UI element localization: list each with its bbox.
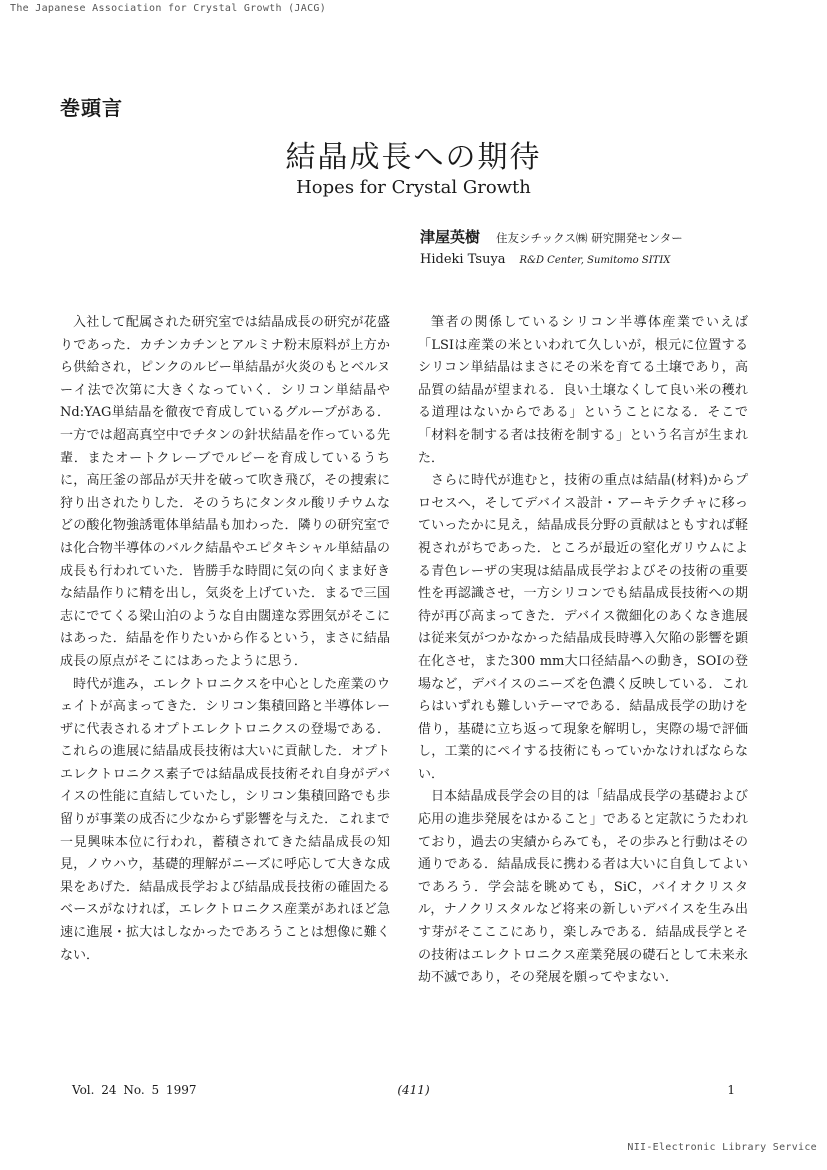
body-column-left (60, 312, 390, 967)
journal-page-number: (411) (397, 1083, 430, 1097)
paragraph: 筆者の関係しているシリコン半導体産業でいえば「LSIは産業の米といわれて久しいが，根元に位置するシリコン単結晶はまさにその米を育てる土壌であり，高品質の結晶が望まれる．良い土壌なくして良い米の穫れる道理はないからである」ということになる．そこで「材料を制する者は技術を制する」という名言が生まれた． (418, 315, 748, 466)
author-name-japanese: 津屋英樹 (420, 228, 481, 246)
service-banner: NII-Electronic Library Service (627, 1142, 817, 1153)
paragraph: さらに時代が進むと，技術の重点は結晶(材料)からプロセスへ，そしてデバイス設計・アーキテクチャに移っていったかに見え，結晶成長分野の貢献はともすれば軽視されがちであった．ところが最近の窒化ガリウムによる青色レーザの実現は結晶成長学およびその技術の重要性を再認識させ，一方シリコンでも結晶成長技術への期待が再び高まってきた．デバイス微細化のあくなき進展は従来気がつかなかった結晶成長時導入欠陥の影響を顕在化させ，また300 mm大口径結晶への動き，SOIの登場など，デバイスのニーズを色濃く反映している．これらはいずれも難しいテーマである．結晶成長学の助けを借り，基礎に立ち返って現象を解明し，実際の場で評価し，工業的にペイする技術にもっていかなければならない． (418, 473, 748, 782)
author-affiliation-japanese: 住友シチックス㈱ 研究開発センター (496, 231, 683, 245)
body-column-right (418, 312, 748, 990)
author-affiliation-english: R&D Center, Sumitomo SITIX (519, 255, 671, 266)
author-line-japanese (420, 226, 683, 247)
source-banner: The Japanese Association for Crystal Growth (JACG) (10, 3, 327, 14)
author-name-english: Hideki Tsuya (420, 252, 506, 267)
page-number: 1 (727, 1083, 735, 1097)
title-english: Hopes for Crystal Growth (296, 177, 531, 198)
paragraph: 入社して配属された研究室では結晶成長の研究が花盛りであった．カチンカチンとアルミナ粉末原料が上方から供給され，ピンクのルビー単結晶が火炎のもとベルヌーイ法で次第に大きくなっていく．シリコン単結晶やNd:YAG単結晶を徹夜で育成しているグループがある．一方では超高真空中でチタンの針状結晶を作っている先輩．またオートクレーブでルビーを育成しているうちに，高圧釜の部品が天井を破って吹き飛び，その捜索に狩り出されたりした．そのうちにタンタル酸リチウムなどの酸化物強誘電体単結晶も加わった．隣りの研究室では化合物半導体のバルク結晶やエピタキシャル単結晶の成長も行われていた．皆勝手な時間に気の向くまま好きな結晶作りに精を出し，気炎を上げていた．まるで三国志にでてくる梁山泊のような自由闊達な雰囲気がそこにはあった．結晶を作りたいから作るという，まさに結晶成長の原点がそこにはあったように思う． (60, 315, 390, 669)
paragraph: 日本結晶成長学会の目的は「結晶成長学の基礎および応用の進歩発展をはかること」であると定款にうたわれており，過去の実績からみても，その歩みと行動はその通りである．結晶成長に携わる者は大いに自負してよいであろう．学会誌を眺めても，SiC，バイオクリスタル，ナノクリスタルなど将来の新しいデバイスを生み出す芽がそこここにあり，楽しみである．結晶成長学とその技術はエレクトロニクス産業発展の礎石として未来永劫不滅であり，その発展を願ってやまない． (418, 789, 748, 986)
paragraph: 時代が進み，エレクトロニクスを中心とした産業のウェイトが高まってきた．シリコン集積回路と半導体レーザに代表されるオプトエレクトロニクスの登場である．これらの進展に結晶成長技術は大いに貢献した．オプトエレクトロニクス素子では結晶成長技術それ自身がデバイスの性能に直結していたし，シリコン集積回路でも歩留りが事業の成否に少なからず影響を与えた．これまで一見興味本位に行われ，蓄積されてきた結晶成長の知見，ノウハウ，基礎的理解がニーズに呼応して大きな成果をあげた．結晶成長学および結晶成長技術の確固たるベースがなければ，エレクトロニクス産業があれほど急速に進展・拡大はしなかったであろうことは想像に難くない． (60, 676, 390, 963)
title-japanese: 結晶成長への期待 (285, 140, 542, 175)
author-line-english (420, 252, 670, 267)
volume-info: Vol. 24 No. 5 1997 (72, 1083, 197, 1097)
section-label: 巻頭言 (60, 96, 123, 120)
